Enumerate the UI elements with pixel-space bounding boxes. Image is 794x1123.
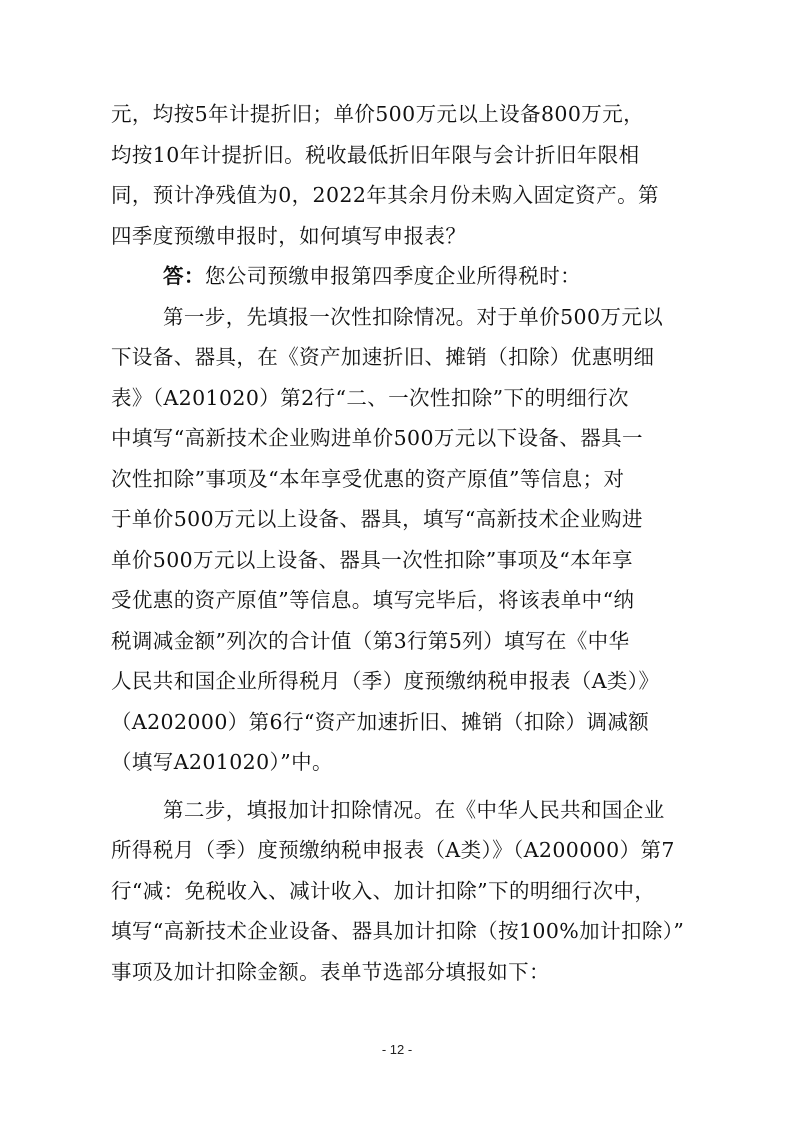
question-text-line: 同，预计净残值为0，2022年其余月份未购入固定资产。第 xyxy=(111,183,659,207)
step-two-line: 事项及加计扣除金额。表单节选部分填报如下： xyxy=(111,959,550,984)
step-two-line: 所得税月（季）度预缴纳税申报表（A类）》（A200000）第7 xyxy=(111,838,675,862)
answer-line xyxy=(111,256,679,297)
page-number: - 12 - xyxy=(381,1042,413,1057)
step-one-line: 单价500万元以上设备、器具一次性扣除”事项及“本年享 xyxy=(111,547,633,572)
step-two-line: 第二步，填报加计扣除情况。在《中华人民共和国企业 xyxy=(163,797,665,822)
question-text-line: 四季度预缴申报时，如何填写申报表？ xyxy=(111,223,467,248)
step-two-line: 行“减：免税收入、减计收入、加计扣除”下的明细行次中， xyxy=(111,878,656,903)
answer-intro-text: 您公司预缴申报第四季度企业所得税时： xyxy=(204,264,582,288)
answer-label: 答： xyxy=(163,264,205,288)
step-one-line: （填写A201020）”中。 xyxy=(111,750,333,774)
step-one-line: 中填写“高新技术企业购进单价500万元以下设备、器具一 xyxy=(111,426,643,450)
step-one-line: 次性扣除”事项及“本年享受优惠的资产原值”等信息；对 xyxy=(111,466,625,491)
step-one-line: 受优惠的资产原值”等信息。填写完毕后，将该表单中“纳 xyxy=(111,588,635,612)
question-text-line: 元，均按5年计提折旧；单价500万元以上设备800万元， xyxy=(111,102,644,126)
step-one-line: 税调减金额”列次的合计值（第3行第5列）填写在《中华 xyxy=(111,628,630,653)
step-one-line: （A202000）第6行“资产加速折旧、摊销（扣除）调减额 xyxy=(111,709,650,734)
step-one-line: 表》（A201020）第2行“二、一次性扣除”下的明细行次 xyxy=(111,385,629,410)
step-one-line: 第一步，先填报一次性扣除情况。对于单价500万元以 xyxy=(163,304,664,329)
step-two-line: 填写“高新技术企业设备、器具加计扣除（按100%加计扣除）” xyxy=(111,919,685,943)
document-body xyxy=(111,94,685,992)
step-one-line: 人民共和国企业所得税月（季）度预缴纳税申报表（A类）》 xyxy=(111,669,660,693)
step-one-line: 于单价500万元以上设备、器具，填写“高新技术企业购进 xyxy=(111,507,643,531)
step-one-line: 下设备、器具，在《资产加速折旧、摊销（扣除）优惠明细 xyxy=(111,345,655,369)
question-text-line: 均按10年计提折旧。税收最低折旧年限与会计折旧年限相 xyxy=(111,142,640,167)
